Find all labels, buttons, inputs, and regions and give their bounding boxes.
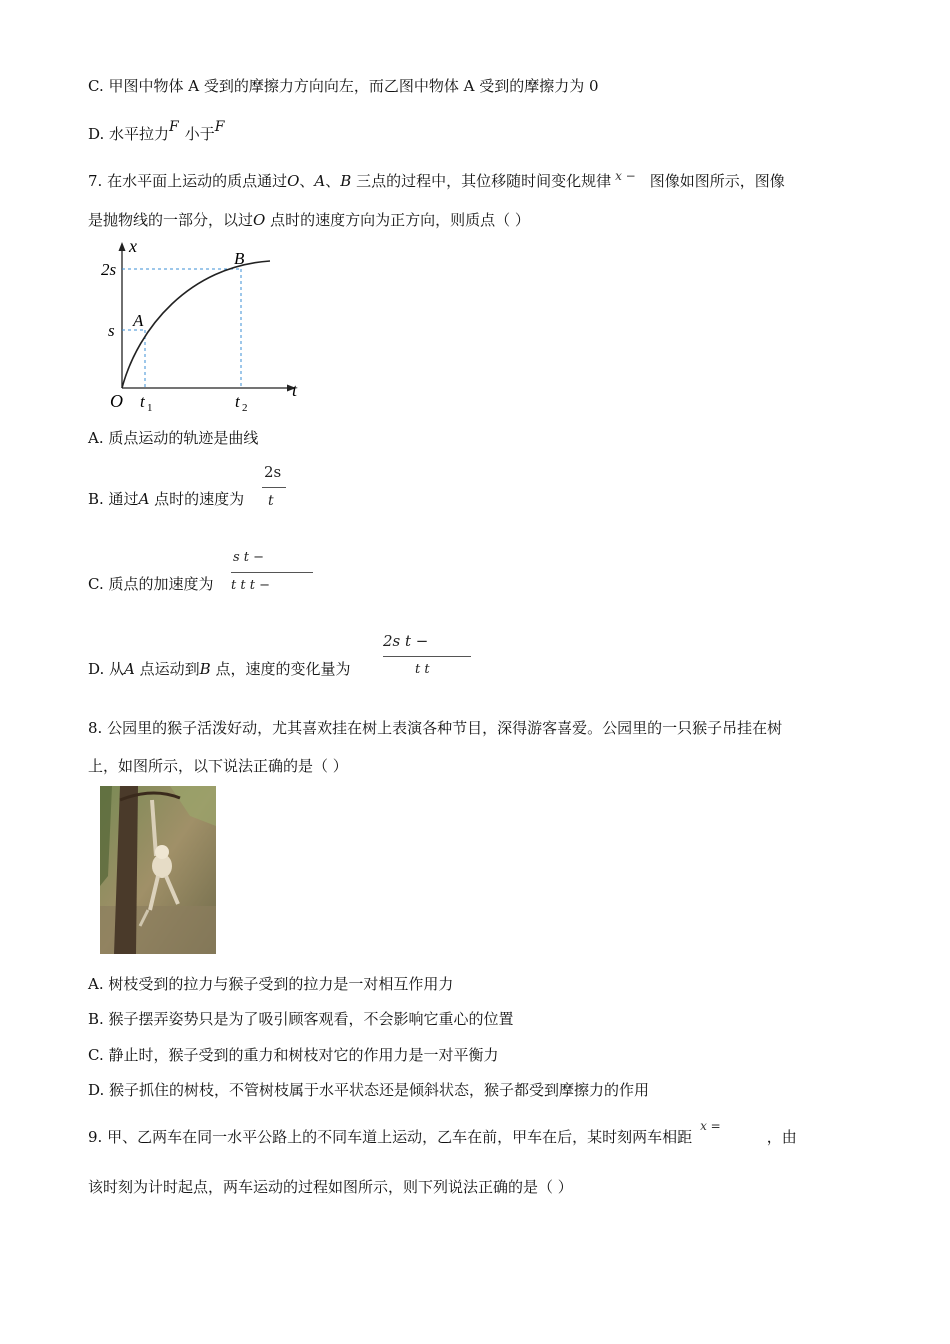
origin-label: O — [110, 391, 123, 411]
tick-2s: 2s — [101, 260, 117, 279]
q7-option-b-suffix: 点时的速度为 — [149, 490, 245, 508]
xt-curve — [122, 261, 270, 388]
tick-t2: t — [235, 392, 240, 411]
fraction-denominator: t — [268, 493, 274, 509]
q9-stem-line2: 该时刻为计时起点，两车运动的过程如图所示，则下列说法正确的是（ ） — [88, 1178, 573, 1196]
q7-stem-point-o: O — [287, 172, 300, 190]
q7-option-c-fraction — [231, 550, 315, 600]
q8-option-a: A. 树枝受到的拉力与猴子受到的拉力是一对相互作用力 — [88, 975, 454, 993]
q9-stem-line1 — [88, 1119, 797, 1148]
q7-option-d-prefix: D. 从 — [88, 660, 125, 678]
y-axis-arrow — [119, 242, 126, 251]
q7-stem-sep: 、 — [299, 172, 315, 190]
q7-stem-text: 图像如图所示，图像 — [649, 172, 785, 190]
q7-option-b-point: A — [138, 490, 150, 508]
q7-option-b-prefix: B. 通过 — [88, 490, 139, 508]
q8-stem-line1: 8. 公园里的猴子活泼好动，尤其喜欢挂在树上表演各种节目，深得游客喜爱。公园里的一只猴子吊挂在树 — [88, 719, 783, 737]
q7-option-b — [88, 489, 244, 509]
fraction-numerator: s t − — [233, 550, 265, 565]
fraction-bar — [231, 572, 313, 573]
q7-stem-point-b: B — [340, 172, 352, 190]
q9-stem-text-end: ，由 — [766, 1128, 797, 1146]
q6-option-c: C. 甲图中物体 A 受到的摩擦力方向向左，而乙图中物体 A 受到的摩擦力为 0 — [88, 77, 599, 95]
q6-option-d-prefix: D. 水平拉力 — [88, 125, 170, 143]
q7-option-d-mid: 点运动到 — [134, 660, 200, 678]
q9-stem-x-equals: x = — [700, 1119, 721, 1133]
fraction-numerator: 2s t − — [383, 632, 429, 650]
tick-t1: t — [140, 392, 145, 411]
q7-option-b-fraction — [262, 463, 288, 513]
q7-stem-sep: 、 — [325, 172, 341, 190]
q7-xt-graph — [100, 240, 310, 415]
fraction-numerator: 2s — [264, 463, 282, 481]
x-axis-label: t — [292, 380, 298, 400]
q7-stem-text: 是抛物线的一部分，以过 — [88, 211, 254, 229]
tick-t1-sub: 1 — [147, 402, 153, 414]
q8-stem-line2: 上，如图所示，以下说法正确的是（ ） — [88, 757, 348, 775]
q7-stem-x-minus: x − — [615, 169, 636, 183]
q7-stem-point-a: A — [314, 172, 326, 190]
tick-t2-sub: 2 — [242, 402, 248, 414]
q7-option-c: C. 质点的加速度为 — [88, 575, 214, 593]
q7-stem-line2 — [88, 210, 530, 230]
monkey-photo — [100, 786, 216, 954]
q7-stem-text: 三点的过程中，其位移随时间变化规律 — [351, 172, 612, 190]
tick-s: s — [108, 321, 115, 340]
point-a-label: A — [133, 311, 144, 330]
q7-option-d-point-a: A — [124, 660, 135, 678]
y-axis-label: x — [129, 240, 137, 256]
q7-stem-point-o: O — [253, 211, 266, 229]
q7-option-d-suffix: 点，速度的变化量为 — [210, 660, 351, 678]
point-b-label: B — [234, 249, 245, 268]
fraction-denominator: t t t − — [231, 578, 270, 593]
q6-option-d — [88, 119, 225, 145]
q6-option-d-f2: F — [214, 119, 225, 135]
q7-stem-text: 点时的速度方向为正方向，则质点（ ） — [265, 211, 530, 229]
q8-option-c: C. 静止时，猴子受到的重力和树枝对它的作用力是一对平衡力 — [88, 1046, 499, 1064]
fraction-bar — [262, 487, 286, 488]
q6-option-d-mid: 小于 — [184, 125, 215, 143]
q7-option-d — [88, 659, 350, 679]
fraction-denominator: t t — [415, 662, 430, 677]
q9-stem-text: 9. 甲、乙两车在同一水平公路上的不同车道上运动，乙车在前，甲车在后，某时刻两车相距 — [88, 1128, 693, 1146]
q7-option-a: A. 质点运动的轨迹是曲线 — [88, 429, 259, 447]
q7-stem-line1 — [88, 171, 785, 192]
q7-stem-text: 7. 在水平面上运动的质点通过 — [88, 172, 288, 190]
q6-option-d-f1: F — [169, 119, 179, 135]
q8-option-d: D. 猴子抓住的树枝，不管树枝属于水平状态还是倾斜状态，猴子都受到摩擦力的作用 — [88, 1081, 650, 1099]
q7-option-d-fraction — [383, 632, 473, 684]
fraction-bar — [383, 656, 471, 657]
q7-option-d-point-b: B — [199, 660, 211, 678]
q8-option-b: B. 猴子摆弄姿势只是为了吸引顾客观看，不会影响它重心的位置 — [88, 1010, 514, 1028]
